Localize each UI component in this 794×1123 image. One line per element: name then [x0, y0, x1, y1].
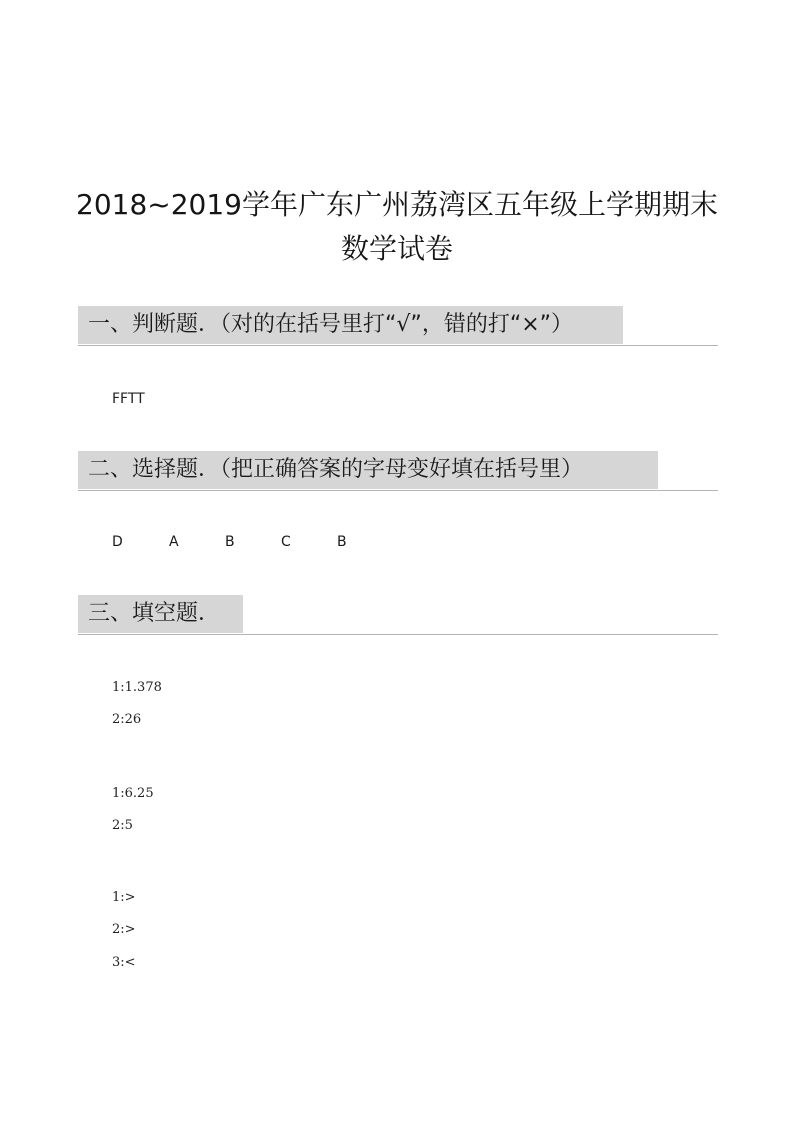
- exam-title-line-2: 数学试卷: [340, 232, 453, 265]
- section-heading-rule: [78, 345, 718, 346]
- choice-answer: D: [112, 534, 123, 550]
- section-heading-fill-blank: [78, 595, 718, 635]
- fill-answer: 2:26: [112, 712, 142, 727]
- choice-answer: B: [225, 534, 235, 550]
- section-heading-label: 三、填空题．: [88, 601, 221, 626]
- section-heading-label: 二、选择题．（把正确答案的字母变好填在括号里）: [88, 457, 584, 482]
- multiple-choice-answers: [112, 534, 412, 552]
- choice-answer: B: [337, 534, 347, 550]
- section-heading-rule: [78, 634, 718, 635]
- fill-answer: 2:>: [112, 922, 136, 937]
- section-heading-rule: [78, 490, 718, 491]
- choice-answer: A: [169, 534, 179, 550]
- true-false-answers: FFTT: [112, 391, 145, 407]
- choice-answer: C: [281, 534, 291, 550]
- exam-title-line-1: 2018~2019学年广东广州荔湾区五年级上学期期末: [76, 188, 718, 221]
- fill-answer: 3:<: [112, 955, 136, 970]
- fill-answer: 1:1.378: [112, 680, 162, 695]
- section-heading-multiple-choice: [78, 451, 718, 491]
- section-heading-true-false: [78, 306, 718, 346]
- section-heading-label: 一、判断题．（对的在括号里打“√”，错的打“×”）: [88, 312, 574, 337]
- fill-answer: 1:6.25: [112, 786, 154, 801]
- exam-title: [60, 183, 734, 271]
- fill-answer: 1:>: [112, 890, 136, 905]
- fill-answer: 2:5: [112, 818, 133, 833]
